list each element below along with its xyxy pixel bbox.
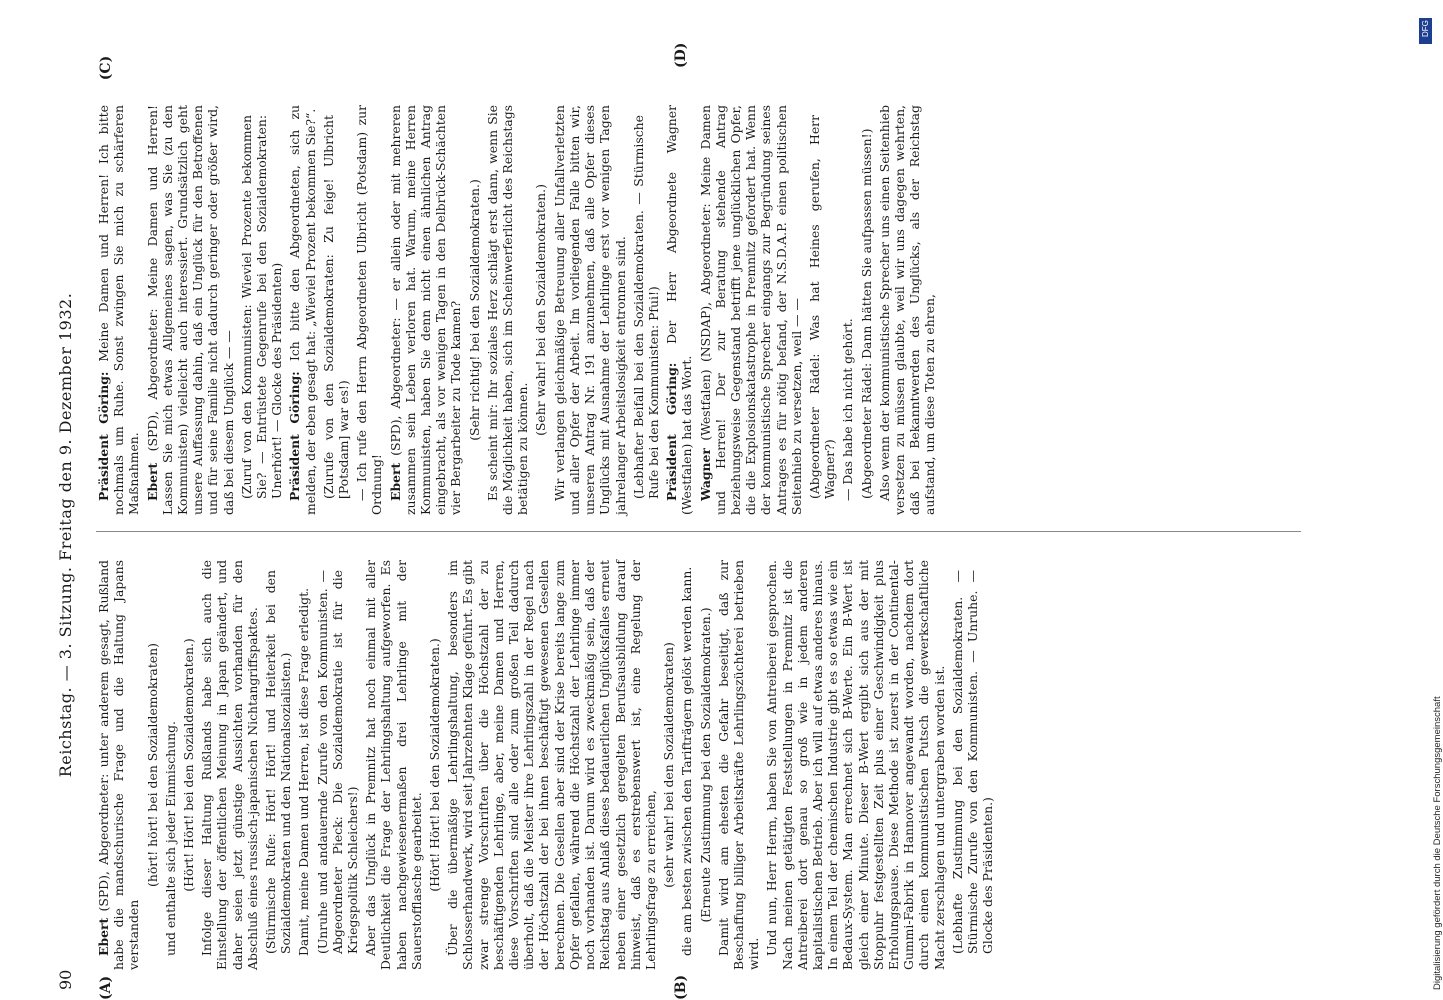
page-title: Reichstag. — 3. Sitzung. Freitag den 9. Dezember 1932. (56, 292, 75, 778)
paragraph: Und nun, Herr Herm, haben Sie von Antreiberei gesprochen. Nach meinen getätigten Feststellungen in Premnitz ist die Antreiberei dort genau so groß wie in jedem anderen kapitalistischen Betrieb. Aber ich will auf etwas anderes hinaus. In einem Teil der chemischen Industrie gibt es so etwas wie ein Bedaux-System. Man errechnet sich B-Werte. Ein B-Wert ist gleich einer Minute. Dieser B-Wert ergibt sich aus der mit Stoppuhr festgestellten Zeit plus einer Geschwindigkeit plus Erholungspause. Diese Methode ist zuerst in der Continental-Gummi-Fabrik in Hannover angewandt worden, nachdem dort durch einen kommunistischen Putsch die gewerkschaftliche Macht zerschlagen und untergraben worden ist. (764, 560, 947, 970)
interjection: (Hört! Hört! bei den Sozialdemokraten.) (181, 638, 197, 892)
rotated-page (48, 42, 1318, 1000)
speaker-name: Ebert (96, 917, 111, 956)
paragraph: Also wenn der kommunistische Sprecher uns einen Seitenhieb versetzen zu müssen glaubte, weil wir uns dagegen wehrten, daß bei Bekanntwerden des Unglücks, als der Reichstag aufstand, um diese Toten zu ehren, (876, 105, 938, 515)
digitization-notice-text: Digitalisierung gefördert durch die Deutsche Forschungsgemeinschaft (1432, 696, 1443, 990)
paragraph (664, 105, 694, 515)
speaker-name: Ebert (387, 462, 403, 501)
paragraph: — Ich rufe den Herrn Abgeordneten Ulbricht (Potsdam) zur Ordnung! (354, 105, 385, 515)
paragraph-text: Der Herr Abgeordnete Wagner (Westfalen) hat das Wort. (664, 105, 695, 515)
speaker-name: Präsident Göring: (96, 371, 111, 501)
interjection: (Sehr wahr! bei den Sozialdemokraten.) (533, 184, 549, 436)
interjection: (Stürmische Rufe: Hört! Hört! und Heiterkeit bei den Sozialdemokraten und den Nationalsozialisten.) (263, 570, 294, 954)
interjection: (hört! hört! bei den Sozialdemokraten) (144, 643, 160, 887)
interjection: (Zurufe von den Sozialdemokraten: Zu feige! Ulbricht [Potsdam] war es!) (320, 115, 352, 499)
paragraph (96, 105, 142, 515)
speaker-name: Ebert (144, 462, 160, 501)
margin-mark-b: (B) (673, 974, 689, 1000)
paragraph (287, 105, 317, 515)
paragraph (96, 560, 142, 970)
interjection: (Sehr richtig! bei den Sozialdemokraten.) (466, 179, 482, 441)
interjection: (Lebhafte Zustimmung bei den Sozialdemokraten. — Stürmische Zurufe von den Kommunisten. — Unruhe. — Glocke des Präsidenten.) (949, 570, 996, 954)
paragraph: Damit wird am ehesten die Gefahr beseitigt, daß zur Beschaffung billiger Arbeitskräfte Lehrlingszüchterei betrieben wird. (715, 560, 762, 970)
margin-mark-a: (A) (98, 975, 114, 1000)
right-column (96, 105, 941, 515)
paragraph-text: (Westfalen) (NSDAP), Abgeordneter: Meine Damen und Herren! Der zur Beratung stehende Antrag beziehungsweise Gegenstand betrifft jene unglücklichen Opfer, die die Explosionskatastrophe in Premnitz gefordert hat. Wenn der kommunistische Sprecher eingangs zur Begründung seines Antrages es für nötig befand, der N.S.D.A.P. einen politischen Seitenhieb zu versetzen, weil — — (697, 105, 804, 515)
interjection: (sehr wahr! bei den Sozialdemokraten) (661, 642, 677, 888)
interjection: (Abgeordneter Rädel: Was hat Heines gerufen, Herr Wagner?) (806, 115, 838, 499)
paragraph: Aber das Unglück in Premnitz hat noch einmal mit aller Deutlichkeit die Frage der Lehrlingshaltung aufgeworfen. Es haben nachgewiesenermaßen drei Lehrlinge mit der Sauerstofflasche gearbeitet. (363, 560, 424, 970)
paragraph-text: Ich bitte den Abgeordneten, sich zu melden, der eben gesagt hat: „Wieviel Prozent bekommen Sie?“. (287, 105, 318, 515)
paragraph: und enthalte sich jeder Einmischung. (162, 721, 178, 956)
speaker-name: Präsident Göring: (287, 371, 303, 501)
interjection: (Lebhafter Beifall bei den Sozialdemokraten. — Stürmische Rufe bei den Kommunisten: Pfui!) (630, 115, 661, 499)
paragraph (698, 105, 804, 515)
paragraph-text: (SPD), Abgeordneter: Meine Damen und Herren! Lassen Sie mich etwas Allgemeines sagen, was Sie (zu den Kommunisten) vielleicht auch interessiert. Grundsätzlich geht unsere Auffassung dahin, daß ein Unglück für den Betroffenen und für seine Familie nicht dadurch geringer oder größer wird, daß bei diesem Unglück — — (144, 105, 236, 515)
paragraph: Infolge dieser Haltung Rußlands habe sich auch die Einstellung der öffentlichen Meinung in Japan geändert, und daher seien jetzt günstige Aussichten vorhanden für den Abschluß eines russisch-japanischen Nichtangriffspaktes. (199, 560, 260, 970)
margin-mark-c: (C) (98, 55, 114, 81)
paragraph: die am besten zwischen den Tarifträgern gelöst werden kann. (679, 566, 695, 956)
paragraph-text: (SPD), Abgeordneter: unter anderem gesagt, Rußland habe die mandschurische Frage und die Haltung Japans verstanden (96, 560, 142, 970)
dfg-logo-text: DFG (1421, 20, 1430, 37)
paragraph-text: (SPD), Abgeordneter: — er allein oder mit mehreren zusammen sein Leben verloren hat. Warum, meine Herren Kommunisten, haben Sie denn nicht einen ähnlichen Antrag eingebracht, als vor wenigen Tagen in den Delbrück-Schächten vier Bergarbeiter zu Tode kamen? (387, 105, 464, 515)
digitization-notice (1416, 10, 1443, 990)
paragraph: Über die übermäßige Lehrlingshaltung, besonders im Schlosserhandwerk, wird seit Jahrzehnten Klage geführt. Es gibt zwar strenge Vorschriften über die Höchstzahl der zu beschäftigenden Lehrlinge, aber, meine Damen und Herren, diese Vorschriften sind alle oder zum großen Teil dadurch überholt, daß die Meister ihre Lehrlingszahl in der Regel nach der Höchstzahl der bei ihnen beschäftigt gewesenen Gesellen berechnen. Die Gesellen aber sind der Krise bereits lange zum Opfer gefallen, während die Höchstzahl der Lehrlinge immer noch vorhanden ist. Darum wird es zweckmäßig sein, daß der Reichstag aus Anlaß dieses bedauerlichen Unglücksfalles erneut neben einer gesetzlich geregelten Berufsausbildung darauf hinweist, daß es erstrebenswert ist, eine Regelung der Lehrlingsfrage zu erreichen, (445, 560, 658, 970)
paragraph: Wir verlangen gleichmäßige Betreuung aller Unfallverletzten und aller Opfer der Arbeit. Im vorliegenden Falle bitten wir, unseren Antrag Nr. 191 anzunehmen, daß alle Opfer dieses Unglücks mit Ausnahme der Lehrlinge erst vor wenigen Tagen jahrelanger Arbeitslosigkeit entronnen sind. (551, 105, 628, 515)
left-column (96, 560, 998, 970)
speaker-name: Wagner (697, 448, 713, 501)
page-number: 90 (56, 969, 75, 990)
dfg-logo (1419, 18, 1432, 44)
speaker-name: Präsident Göring: (664, 362, 680, 501)
paragraph (388, 105, 464, 515)
page-header (48, 70, 84, 1000)
interjection: (Unruhe und andauernde Zurufe von den Kommunisten. — Abgeordneter Pieck: Die Sozialdemokratie ist für die Kriegspolitik Schleichers!) (314, 570, 361, 954)
column-divider (96, 531, 1301, 532)
margin-mark-d: (D) (673, 42, 689, 68)
interjection: (Abgeordneter Rädel: Dann hätten Sie aufpassen müssen!) (858, 128, 874, 499)
interjection: (Hört! Hört! bei den Sozialdemokraten.) (427, 638, 443, 892)
interjection: (Zuruf von den Kommunisten: Wieviel Prozente bekommen Sie? — Entrüstete Gegenrufe bei den Sozialdemokraten: Unerhört! — Glocke des Präsidenten) (238, 115, 285, 499)
paragraph (145, 105, 236, 515)
paragraph: Es scheint mir: Ihr soziales Herz schlägt erst dann, wenn Sie die Möglichkeit haben, sich im Scheinwerferlicht des Reichstags betätigen zu können. (484, 105, 531, 515)
paragraph-text: Meine Damen und Herren! Ich bitte nochmals um Ruhe. Sonst zwingen Sie mich zu schärferen Maßnahmen. (96, 105, 142, 515)
paragraph: Damit, meine Damen und Herren, ist diese Frage erledigt. (296, 587, 312, 956)
interjection: (Erneute Zustimmung bei den Sozialdemokraten.) (697, 607, 713, 923)
paragraph: — Das habe ich nicht gehört. (840, 318, 856, 501)
